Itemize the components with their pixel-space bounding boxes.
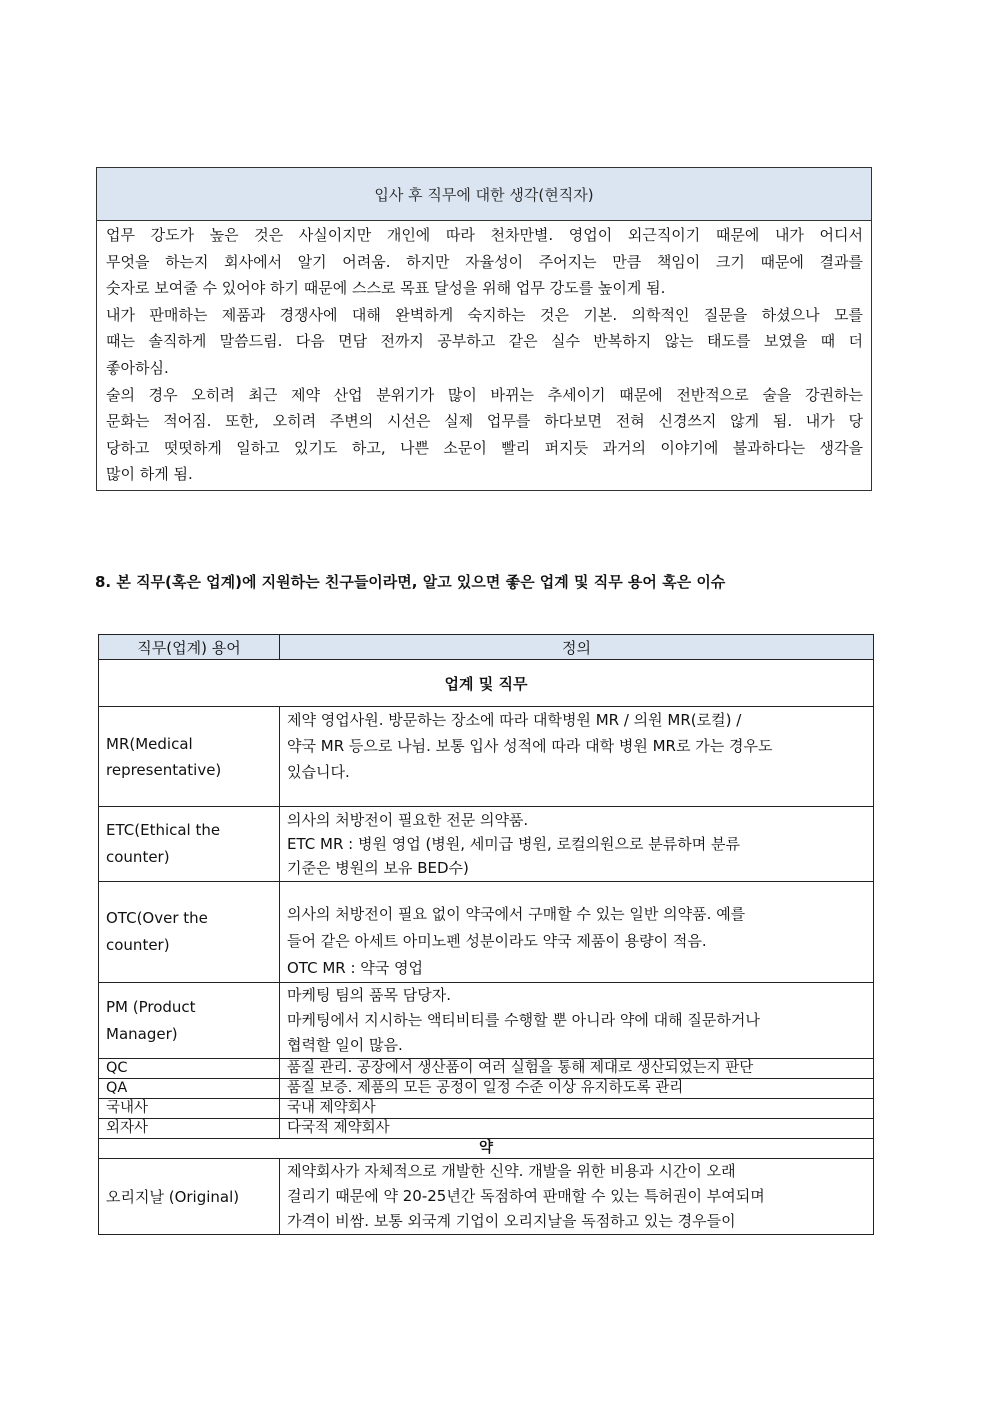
definition-cell bbox=[280, 807, 874, 882]
definition-cell bbox=[280, 707, 874, 807]
term-line: OTC(Over the bbox=[106, 909, 208, 927]
job-thoughts-box bbox=[96, 167, 872, 491]
def-line: 마케팅에서 지시하는 액티비티를 수행할 뿐 아니라 약에 대해 질문하거나 bbox=[287, 1011, 760, 1029]
table-row bbox=[99, 983, 874, 1059]
paragraph-1 bbox=[106, 222, 863, 302]
header-term: 직무(업계) 용어 bbox=[99, 635, 280, 660]
definition-cell: 다국적 제약회사 bbox=[280, 1119, 874, 1139]
def-line: OTC MR : 약국 영업 bbox=[287, 959, 424, 977]
term-cell: 외자사 bbox=[99, 1119, 280, 1139]
def-line: 있습니다. bbox=[287, 763, 350, 781]
category-drug: 약 bbox=[99, 1139, 874, 1159]
def-line: ETC MR : 병원 영업 (병원, 세미급 병원, 로컬의원으로 분류하며 분류 bbox=[287, 835, 740, 853]
def-line: 들어 같은 아세트 아미노펜 성분이라도 약국 제품이 용량이 적음. bbox=[287, 932, 707, 950]
term-cell bbox=[99, 707, 280, 807]
term-line: counter) bbox=[106, 848, 170, 866]
term-line: ETC(Ethical the bbox=[106, 821, 221, 839]
def-line: 의사의 처방전이 필요 없이 약국에서 구매할 수 있는 일반 의약품. 예를 bbox=[287, 905, 746, 923]
definition-cell bbox=[280, 882, 874, 983]
term-cell: QA bbox=[99, 1079, 280, 1099]
category-row bbox=[99, 660, 874, 707]
term-cell: QC bbox=[99, 1059, 280, 1079]
text-line: 많이 하게 됨. bbox=[106, 465, 193, 484]
term-line: Manager) bbox=[106, 1024, 178, 1043]
definition-cell: 품질 관리. 공장에서 생산품이 여러 실험을 통해 제대로 생산되었는지 판단 bbox=[280, 1059, 874, 1079]
def-line: 제약회사가 자체적으로 개발한 신약. 개발을 위한 비용과 시간이 오래 bbox=[287, 1162, 736, 1180]
table-row bbox=[99, 882, 874, 983]
def-line: 의사의 처방전이 필요한 전문 의약품. bbox=[287, 811, 529, 829]
text-line: 좋아하심. bbox=[106, 358, 169, 377]
table-row bbox=[99, 1079, 874, 1099]
terms-table bbox=[98, 634, 874, 1235]
term-line: representative) bbox=[106, 760, 222, 779]
text-line: 업무 강도가 높은 것은 사실이지만 개인에 따라 천차만별. 영업이 외근직이기 때문에 내가 어디서 bbox=[106, 226, 863, 244]
term-line: PM (Product bbox=[106, 997, 196, 1016]
text-line: 당하고 떳떳하게 일하고 있기도 하고, 나쁜 소문이 빨리 퍼지듯 과거의 이야기에 불과하다는 생각을 bbox=[106, 438, 863, 457]
term-line: counter) bbox=[106, 936, 170, 954]
table-row bbox=[99, 1099, 874, 1119]
text-line: 내가 판매하는 제품과 경쟁사에 대해 완벽하게 숙지하는 것은 기본. 의학적인 질문을 하셨으나 모를 bbox=[106, 305, 863, 324]
def-line: 걸리기 때문에 약 20-25년간 독점하여 판매할 수 있는 특허권이 부여되며 bbox=[287, 1187, 765, 1205]
paragraph-2 bbox=[106, 302, 863, 382]
job-thoughts-title: 입사 후 직무에 대한 생각(현직자) bbox=[97, 168, 871, 221]
text-line: 술의 경우 오히려 최근 제약 산업 분위기가 많이 바뀌는 추세이기 때문에 전반적으로 술을 강권하는 bbox=[106, 385, 863, 404]
def-line: 가격이 비쌈. 보통 외국계 기업이 오리지날을 독점하고 있는 경우들이 bbox=[287, 1212, 736, 1230]
term-cell bbox=[99, 882, 280, 983]
job-thoughts-body bbox=[97, 221, 871, 490]
table-row bbox=[99, 1159, 874, 1235]
term-cell bbox=[99, 807, 280, 882]
table-row bbox=[99, 1119, 874, 1139]
def-line: 기준은 병원의 보유 BED수) bbox=[287, 859, 469, 877]
header-definition: 정의 bbox=[280, 635, 874, 660]
section-title: 8. 본 직무(혹은 업계)에 지원하는 친구들이라면, 알고 있으면 좋은 업계 및 직무 용어 혹은 이슈 bbox=[95, 573, 726, 591]
paragraph-3 bbox=[106, 382, 863, 488]
def-line: 마케팅 팀의 품목 담당자. bbox=[287, 986, 451, 1004]
def-line: 협력할 일이 많음. bbox=[287, 1036, 403, 1054]
table-row bbox=[99, 1059, 874, 1079]
table-row bbox=[99, 707, 874, 807]
definition-cell: 국내 제약회사 bbox=[280, 1099, 874, 1119]
term-line: MR(Medical bbox=[106, 734, 193, 753]
text-line: 무엇을 하는지 회사에서 알기 어려움. 하지만 자율성이 주어지는 만큼 책임이 크기 때문에 결과를 bbox=[106, 252, 863, 271]
def-line: 제약 영업사원. 방문하는 장소에 따라 대학병원 MR / 의원 MR(로컬) / bbox=[287, 711, 742, 729]
text-line: 숫자로 보여줄 수 있어야 하기 때문에 스스로 목표 달성을 위해 업무 강도를 높이게 됨. bbox=[106, 279, 666, 298]
definition-cell bbox=[280, 1159, 874, 1235]
table-row bbox=[99, 807, 874, 882]
table-header-row bbox=[99, 635, 874, 660]
text-line: 때는 솔직하게 말씀드림. 다음 면담 전까지 공부하고 같은 실수 반복하지 않는 태도를 보였을 때 더 bbox=[106, 332, 863, 351]
definition-cell bbox=[280, 983, 874, 1059]
def-line: 약국 MR 등으로 나뉨. 보통 입사 성적에 따라 대학 병원 MR로 가는 경우도 bbox=[287, 737, 773, 755]
term-cell bbox=[99, 983, 280, 1059]
term-cell: 오리지날 (Original) bbox=[99, 1159, 280, 1235]
term-cell: 국내사 bbox=[99, 1099, 280, 1119]
category-industry: 업계 및 직무 bbox=[99, 660, 874, 707]
definition-cell: 품질 보증. 제품의 모든 공정이 일정 수준 이상 유지하도록 관리 bbox=[280, 1079, 874, 1099]
text-line: 문화는 적어짐. 또한, 오히려 주변의 시선은 실제 업무를 하다보면 전혀 신경쓰지 않게 됨. 내가 당 bbox=[106, 412, 863, 431]
category-row bbox=[99, 1139, 874, 1159]
